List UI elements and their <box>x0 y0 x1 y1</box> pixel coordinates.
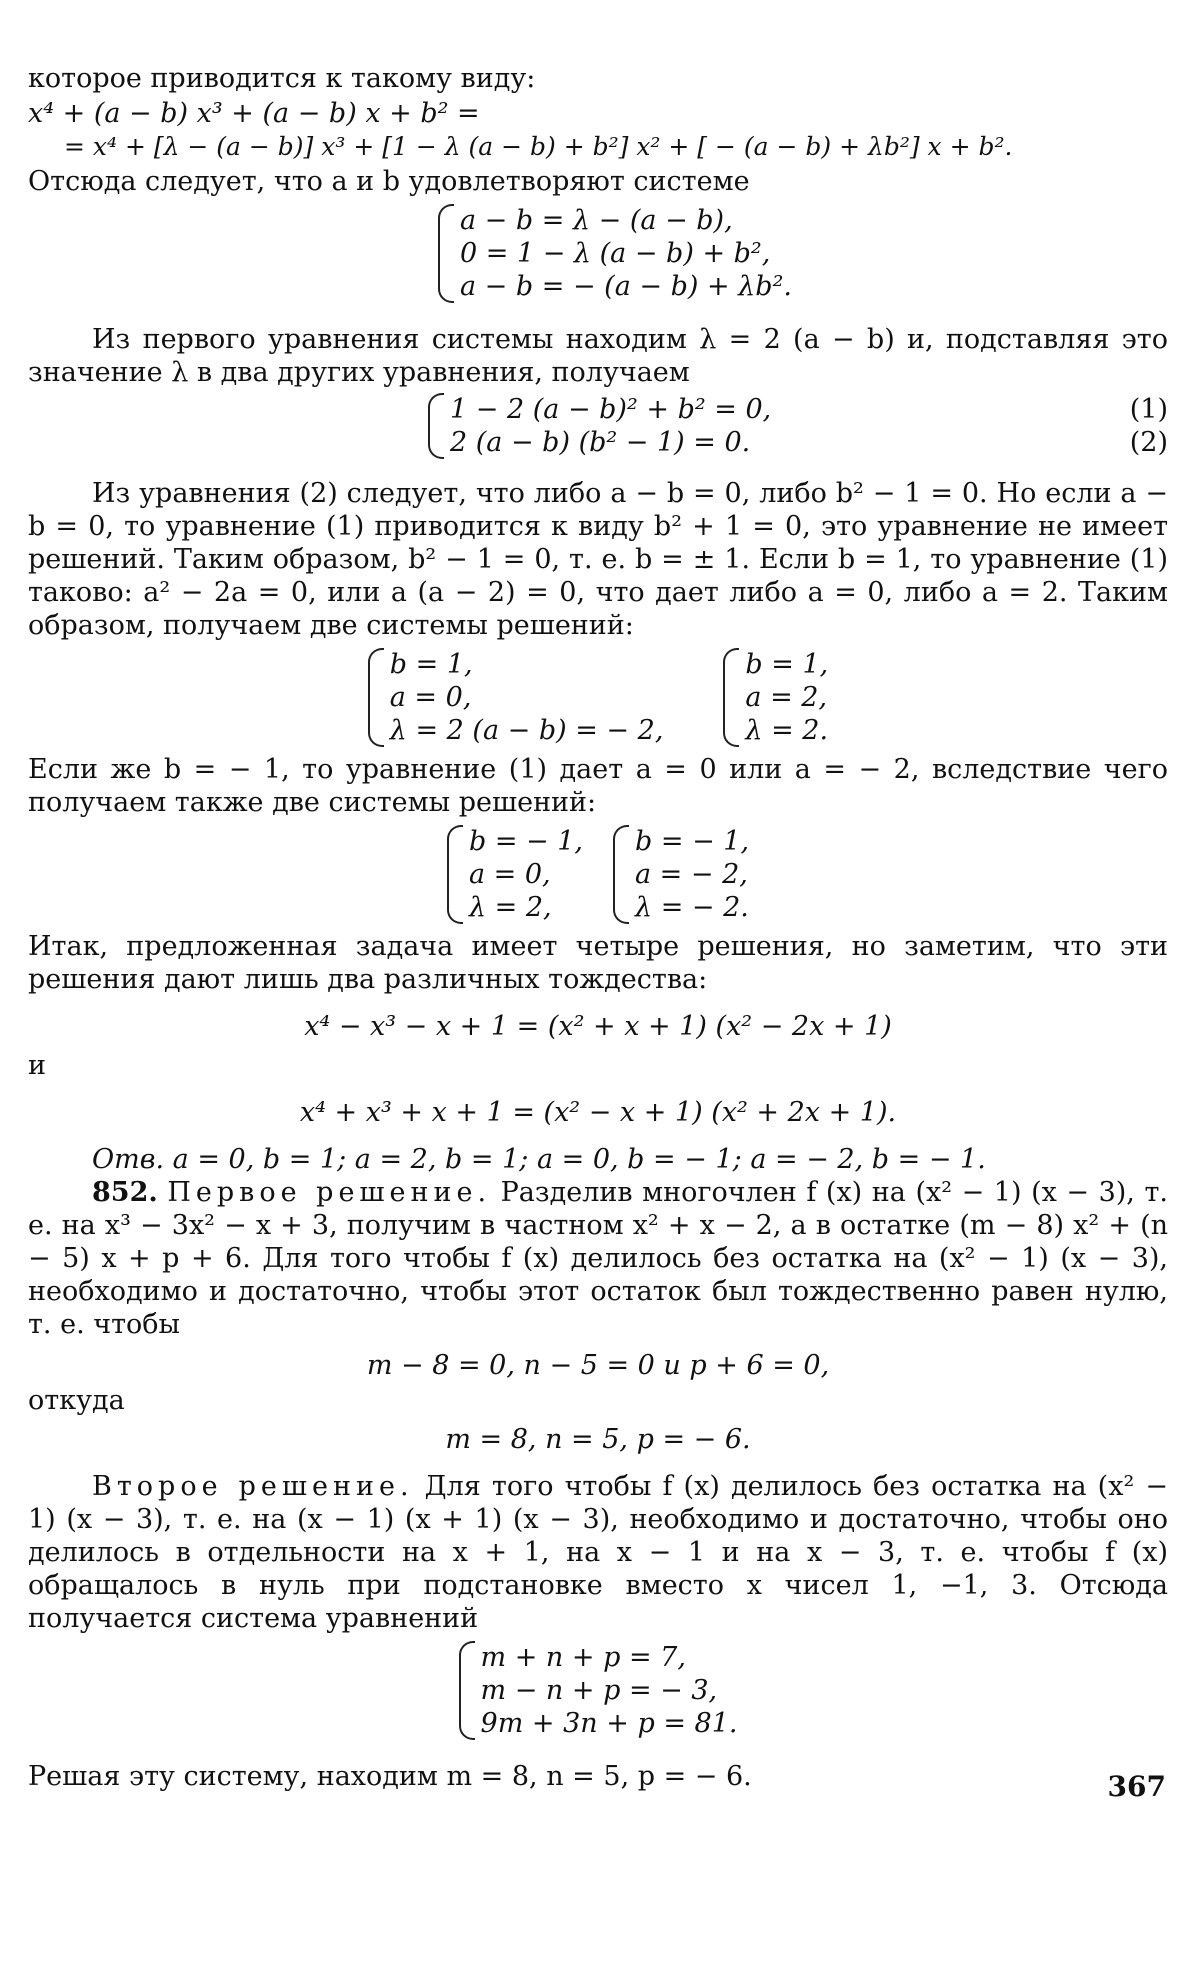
equation-number: (1) <box>1129 394 1168 425</box>
solution-eq: λ = − 2. <box>635 892 749 923</box>
paragraph-four-solutions: Итак, предложенная задача имеет четыре решения, но заметим, что эти решения дают лишь два различных тождества: <box>28 931 1168 995</box>
solution-eq: b = − 1, <box>635 826 750 857</box>
solution-system <box>723 648 828 747</box>
system-3 <box>28 1641 1168 1740</box>
system-3-eq: m − n + p = − 3, <box>480 1675 718 1706</box>
equations-zero: m − 8 = 0, n − 5 = 0 и p + 6 = 0, <box>366 1350 830 1381</box>
brace <box>613 825 629 924</box>
first-solution-label: Первое решение. <box>167 1177 492 1208</box>
solution-eq: a = 2, <box>745 682 828 713</box>
brace <box>723 648 739 747</box>
solution-eq: λ = 2. <box>745 715 829 746</box>
identity-line-1: x⁴ + (a − b) x³ + (a − b) x + b² = <box>28 98 480 129</box>
solution-eq: a = 0, <box>389 682 472 713</box>
solution-eq: a = − 2, <box>635 859 748 890</box>
identity-line-2: = x⁴ + [λ − (a − b)] x³ + [1 − λ (a − b) + b²] x² + [ − (a − b) + λb²] x + b². <box>64 132 1013 161</box>
follows-line: Отсюда следует, что a и b удовлетворяют системе <box>28 166 750 197</box>
paragraph-first-equation: Из первого уравнения системы находим λ = 2 (a − b) и, подставляя это значение λ в два других уравнения, получаем <box>28 324 1168 388</box>
solution-eq: b = 1, <box>745 649 829 680</box>
solutions-b-minus <box>28 825 1168 924</box>
second-solution-text: Для того чтобы f (x) делилось без остатка на (x² − 1) (x − 3), т. е. на (x − 1) (x + 1) (x − 3), необходимо и достаточно, чтобы оно делилось в отдельности на x + 1, на x − 1 и на x − 3, т. е. чтобы f (x) обращалось в нуль при подстановке вместо x чисел 1, −1, 3. Отсюда получается система уравнений <box>28 1471 1168 1634</box>
brace <box>368 648 384 747</box>
page-number: 367 <box>1107 1770 1166 1803</box>
brace <box>438 204 454 303</box>
equation-number: (2) <box>1129 427 1168 458</box>
solution-eq: b = 1, <box>389 649 473 680</box>
solution-eq: b = − 1, <box>468 826 583 857</box>
solution-eq: a = 0, <box>468 859 551 890</box>
system-2-eq: 1 − 2 (a − b)² + b² = 0, <box>450 394 772 425</box>
solution-system <box>447 825 583 924</box>
solutions-b-plus <box>28 648 1168 747</box>
second-solution-label: Второе решение. <box>92 1471 414 1502</box>
system-1-eq: a − b = λ − (a − b), <box>460 205 733 236</box>
solution-system <box>613 825 749 924</box>
system-3-eq: 9m + 3n + p = 81. <box>480 1708 738 1739</box>
system-2-eq: 2 (a − b) (b² − 1) = 0. <box>450 427 751 458</box>
system-2 <box>28 393 1168 459</box>
intro-line: которое приводится к такому виду: <box>28 63 536 94</box>
paragraph-b-minus: Если же b = − 1, то уравнение (1) дает a = 0 или a = − 2, вследствие чего получаем также две системы решений: <box>28 754 1168 818</box>
brace <box>447 825 463 924</box>
identity-2: x⁴ + x³ + x + 1 = (x² − x + 1) (x² + 2x + 1). <box>299 1097 897 1128</box>
brace <box>459 1641 475 1740</box>
second-solution <box>28 1470 1168 1635</box>
whence-word: откуда <box>28 1385 125 1416</box>
final-line: Решая эту систему, находим m = 8, n = 5, p = − 6. <box>28 1761 752 1792</box>
solution-eq: λ = 2, <box>468 892 552 923</box>
problem-852 <box>28 1176 1168 1341</box>
problem-852-text: Разделив многочлен f (x) на (x² − 1) (x − 3), т. е. на x³ − 3x² − x + 3, получим в частном x² + x − 2, а в остатке (m − 8) x² + (n − 5) x + p + 6. Для того чтобы f (x) делилось без остатка на (x² − 1) (x − 3), необходимо и достаточно, чтобы этот остаток был тождественно равен нулю, т. е. чтобы <box>28 1177 1168 1340</box>
paragraph-from-equation-2: Из уравнения (2) следует, что либо a − b = 0, либо b² − 1 = 0. Но если a − b = 0, то уравнение (1) приводится к виду b² + 1 = 0, это уравнение не имеет решений. Таким образом, b² − 1 = 0, т. е. b = ± 1. Если b = 1, то уравнение (1) таково: a² − 2a = 0, или a (a − 2) = 0, что дает либо a = 0, либо a = 2. Таким образом, получаем две системы решений: <box>28 478 1168 641</box>
answer-line <box>28 1143 1168 1176</box>
system-1-eq: 0 = 1 − λ (a − b) + b², <box>460 238 771 269</box>
problem-number: 852. <box>92 1177 158 1208</box>
identity-expansion <box>28 97 1168 163</box>
and-word: и <box>28 1050 46 1081</box>
brace <box>428 393 444 459</box>
equations-values: m = 8, n = 5, p = − 6. <box>445 1424 751 1455</box>
answer-text: a = 0, b = 1; a = 2, b = 1; a = 0, b = − 1; a = − 2, b = − 1. <box>172 1144 986 1175</box>
system-3-eq: m + n + p = 7, <box>480 1642 686 1673</box>
system-1-eq: a − b = − (a − b) + λb². <box>460 271 792 302</box>
identity-1: x⁴ − x³ − x + 1 = (x² + x + 1) (x² − 2x + 1) <box>304 1011 892 1042</box>
answer-label: Отв. <box>92 1144 165 1175</box>
system-1 <box>118 204 1168 303</box>
solution-system <box>368 648 664 747</box>
solution-eq: λ = 2 (a − b) = − 2, <box>389 715 664 746</box>
